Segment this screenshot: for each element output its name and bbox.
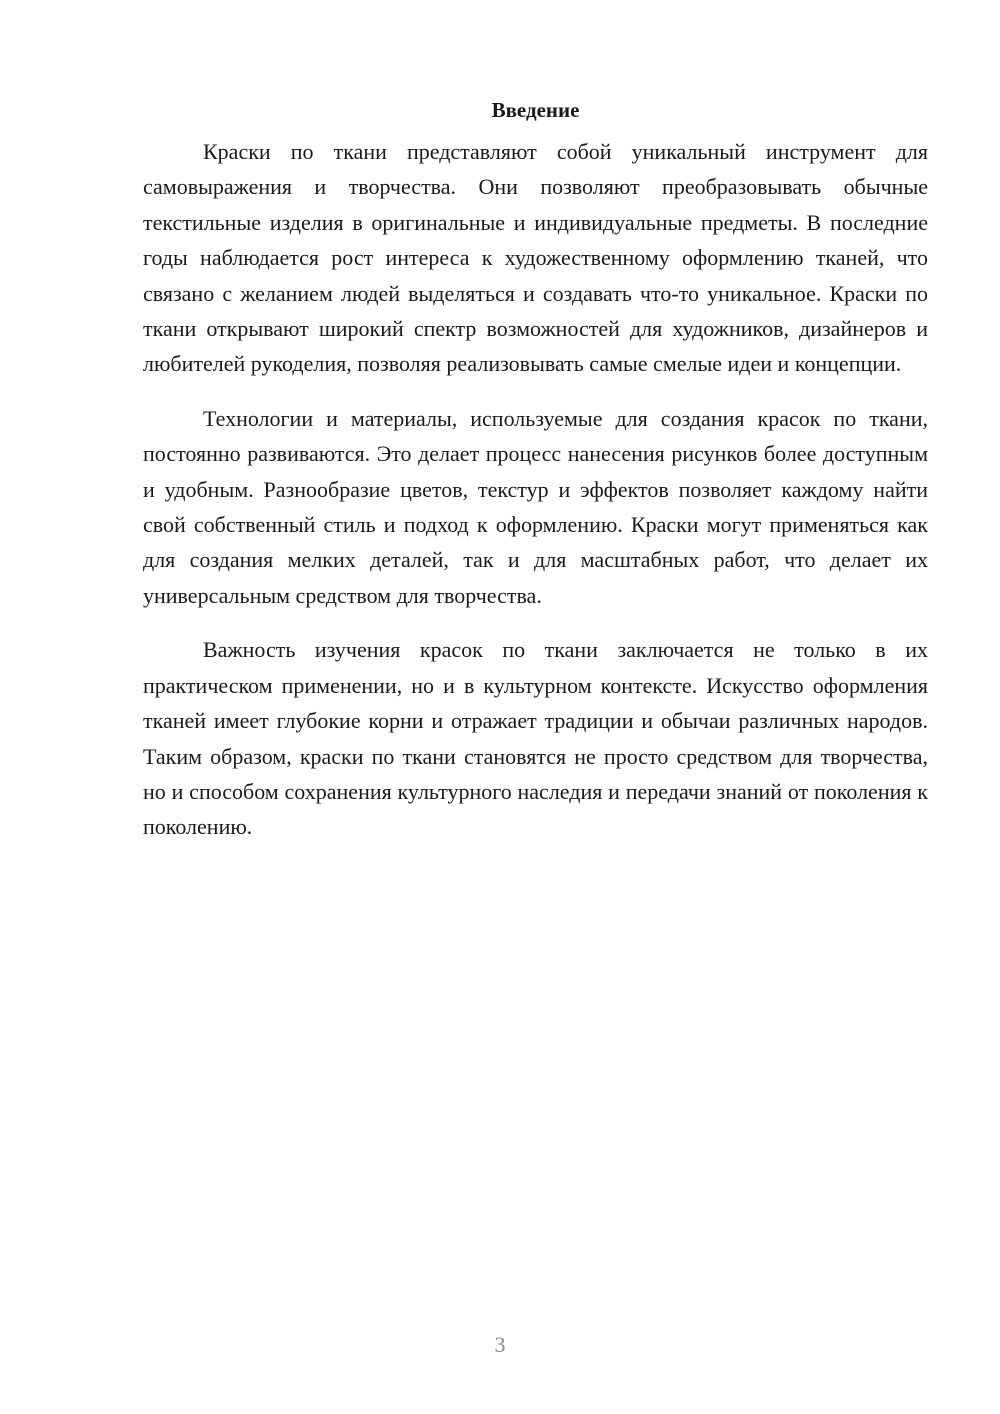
document-body <box>143 92 928 864</box>
section-heading: Введение <box>491 98 580 122</box>
page-number: 3 <box>494 1332 506 1357</box>
paragraph-3: Важность изучения красок по ткани заключается не только в их практическом применении, но и в культурном контексте. Искусство оформления тканей имеет глубокие корни и отражает традиции и обычаи различных народов. Таким образом, краски по ткани становятся не просто средством для творчества, но и способом сохранения культурного наследия и передачи знаний от поколения к поколению. <box>143 637 928 840</box>
paragraph-1: Краски по ткани представляют собой уникальный инструмент для самовыражения и творчества. Они позволяют преобразовывать обычные текстильные изделия в оригинальные и индивидуальные предметы. В последние годы наблюдается рост интереса к художественному оформлению тканей, что связано с желанием людей выделяться и создавать что-то уникальное. Краски по ткани открывают широкий спектр возможностей для художников, дизайнеров и любителей рукоделия, позволяя реализовывать самые смелые идеи и концепции. <box>143 139 928 377</box>
paragraph-2: Технологии и материалы, используемые для создания красок по ткани, постоянно развиваются. Это делает процесс нанесения рисунков более доступным и удобным. Разнообразие цветов, текстур и эффектов позволяет каждому найти свой собственный стиль и подход к оформлению. Краски могут применяться как для создания мелких деталей, так и для масштабных работ, что делает их универсальным средством для творчества. <box>143 405 928 608</box>
